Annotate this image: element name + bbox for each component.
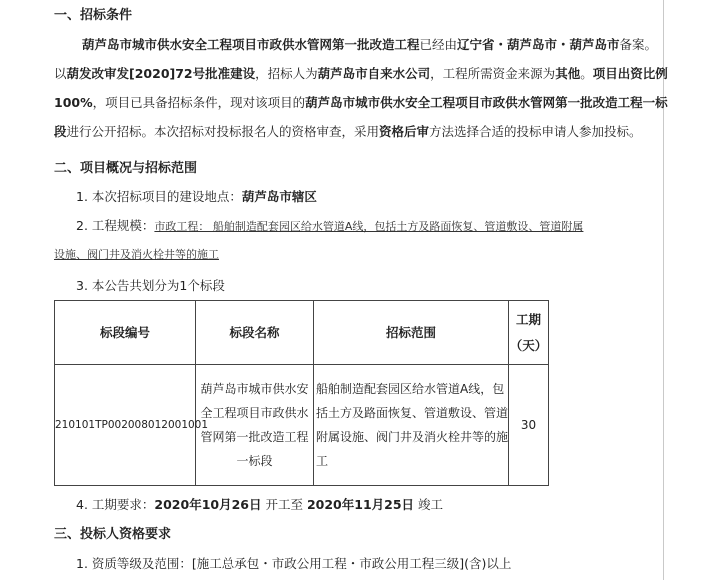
section1-para-line1: 葫芦岛市城市供水安全工程项目市政供水管网第一批改造工程已经由辽宁省・葫芦岛市・葫芦岛市备案。 (82, 37, 658, 52)
section1-para-line2: 以葫发改审发[2020]72号批准建设，招标人为葫芦岛市自来水公司，工程所需资金来源为其他。项目出资比例 (54, 66, 668, 81)
end-date: 2020年11月25日 (306, 497, 415, 512)
lot-count: 3. 本公告共划分为1个标段 (76, 278, 225, 293)
lot-table (54, 300, 549, 486)
col-lot-name: 标段名称 (196, 301, 314, 365)
section1-title: 一、招标条件 (54, 8, 133, 23)
approval-doc: 葫发改审发[2020]72号批准建设 (66, 66, 256, 81)
start-date: 2020年10月26日 (154, 497, 262, 512)
table-header-row (55, 301, 549, 365)
scope-cell: 船舶制造配套园区给水管道A线，包括土方及路面恢复、管道敷设、管道附属设施、阀门井及消火栓井等的施工 (314, 365, 509, 486)
tenderer: 葫芦岛市自来水公司 (317, 66, 431, 81)
filing-authority: 辽宁省・葫芦岛市・葫芦岛市 (457, 37, 620, 52)
qualification-level: 1. 资质等级及范围：[施工总承包・市政公用工程・市政公用工程三级](含)以上 (76, 556, 512, 571)
schedule-requirement: 4. 工期要求：2020年10月26日 开工至 2020年11月25日 竣工 (76, 497, 444, 512)
lot-code-cell: 210101TP002008012001001 (55, 365, 196, 486)
project-scale-cont: 设施、阀门井及消火栓井等的施工 (54, 248, 219, 261)
project-name: 葫芦岛市城市供水安全工程项目市政供水管网第一批改造工程 (82, 37, 420, 52)
project-scale: 2. 工程规模：市政工程： 船舶制造配套园区给水管道A线，包括土方及路面恢复、管道敷设、管道附属 (76, 218, 584, 233)
qualification-method: 资格后审 (379, 124, 430, 139)
section1-para-line3: 100%，项目已具备招标条件，现对该项目的葫芦岛市城市供水安全工程项目市政供水管网第一批改造工程一标 (54, 95, 668, 110)
section3-title: 三、投标人资格要求 (54, 527, 172, 542)
col-lot-code: 标段编号 (55, 301, 196, 365)
funding-ratio: 100% (54, 95, 93, 110)
site-location: 1. 本次招标项目的建设地点：葫芦岛市辖区 (76, 189, 317, 204)
fund-source: 其他 (555, 66, 581, 81)
table-row (55, 365, 549, 486)
col-duration: 工期（天） (509, 301, 549, 365)
site-location-value: 葫芦岛市辖区 (241, 189, 317, 204)
lot-name-cell: 葫芦岛市城市供水安全工程项目市政供水管网第一批改造工程一标段 (196, 365, 314, 486)
project-scale-value: 市政工程： 船舶制造配套园区给水管道A线，包括土方及路面恢复、管道敷设、管道附属 (154, 220, 584, 233)
section2-title: 二、项目概况与招标范围 (54, 161, 198, 176)
duration-cell: 30 (509, 365, 549, 486)
col-scope: 招标范围 (314, 301, 509, 365)
section1-para-line4: 段进行公开招标。本次招标对投标报名人的资格审查，采用资格后审方法选择合适的投标申请人参加投标。 (54, 124, 642, 139)
